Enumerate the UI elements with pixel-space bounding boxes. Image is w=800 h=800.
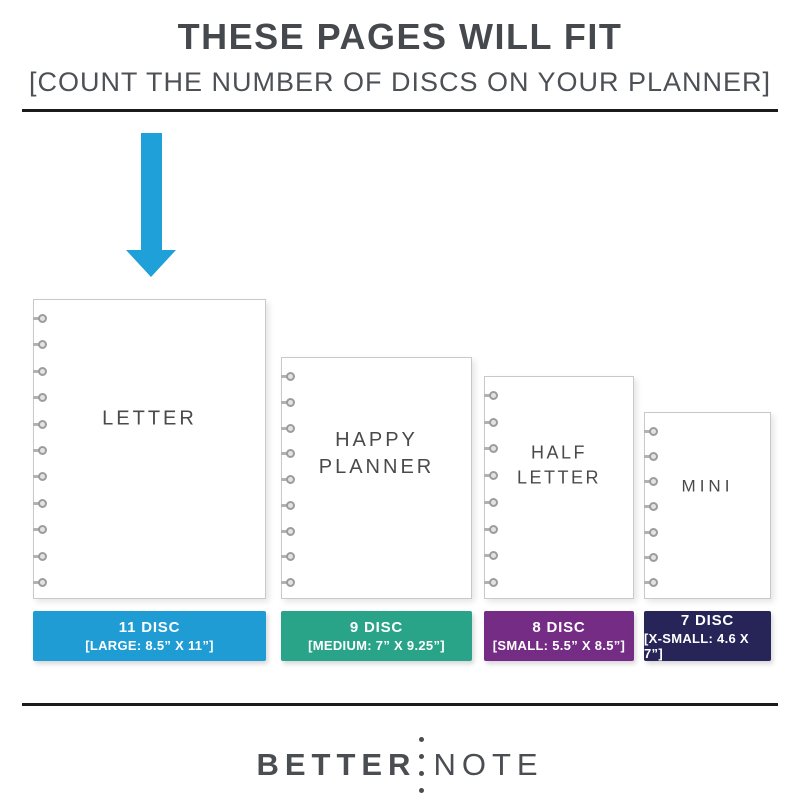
disc-hole-icon: [644, 528, 659, 537]
disc-hole-icon: [281, 372, 296, 381]
disc-hole-icon: [33, 499, 48, 508]
disc-hole-icon: [644, 553, 659, 562]
disc-count-banner-letter: [33, 611, 266, 661]
page-size-comparison: [33, 298, 771, 661]
disc-hole-icon: [644, 502, 659, 511]
disc-hole-icon: [484, 578, 499, 587]
disc-hole-icon: [33, 552, 48, 561]
disc-count: 8 DISC: [532, 619, 586, 636]
disc-hole-icon: [644, 578, 659, 587]
disc-hole-icon: [33, 578, 48, 587]
disc-count-banner-mini: [644, 611, 771, 661]
disc-hole-icon: [33, 367, 48, 376]
page-title: THESE PAGES WILL FIT: [177, 16, 623, 57]
page-column-letter: [33, 299, 266, 661]
disc-hole-icon: [33, 525, 48, 534]
disc-hole-icon: [33, 393, 48, 402]
disc-count-banner-happy-planner: [281, 611, 472, 661]
down-arrow-icon: [126, 133, 176, 277]
disc-hole-icon: [484, 525, 499, 534]
page-mockup-half-letter: [484, 376, 634, 599]
disc-hole-icon: [484, 551, 499, 560]
page-size-label: HALF LETTER: [516, 443, 601, 488]
disc-hole-icon: [484, 498, 499, 507]
disc-hole-icon: [281, 501, 296, 510]
disc-count: 9 DISC: [349, 619, 404, 636]
disc-count: 11 DISC: [118, 619, 181, 636]
brand-logo: [0, 736, 800, 794]
down-arrow-shaft: [141, 133, 162, 251]
page-size-label: MINI: [681, 476, 734, 496]
disc-hole-icon: [281, 552, 296, 561]
disc-count: 7 DISC: [680, 611, 735, 629]
disc-holes: [33, 314, 48, 587]
bottom-divider: [22, 703, 778, 706]
disc-hole-icon: [281, 578, 296, 587]
disc-hole-icon: [33, 314, 48, 323]
brand-logo-note: NOTE: [433, 747, 544, 782]
disc-hole-icon: [281, 527, 296, 536]
disc-hole-icon: [484, 418, 499, 427]
page-mockup-letter: [33, 299, 266, 599]
page-column-happy-planner: [281, 357, 472, 661]
size-spec: [LARGE: 8.5” X 11”]: [85, 638, 214, 653]
page-size-label: HAPPY PLANNER: [318, 429, 435, 478]
page-mockup-happy-planner: [281, 357, 472, 599]
down-arrow-head: [126, 250, 176, 277]
page-size-label: LETTER: [102, 407, 197, 430]
disc-dots-icon: [419, 737, 424, 793]
disc-hole-icon: [644, 452, 659, 461]
disc-hole-icon: [484, 391, 499, 400]
size-spec: [MEDIUM: 7” X 9.25”]: [308, 638, 445, 653]
page-mockup-mini: [644, 412, 771, 599]
page-subtitle: [COUNT THE NUMBER OF DISCS ON YOUR PLANNER]: [28, 67, 772, 97]
disc-hole-icon: [644, 427, 659, 436]
page-column-mini: [644, 412, 771, 661]
disc-hole-icon: [33, 446, 48, 455]
disc-holes: [644, 427, 659, 587]
disc-count-banner-half-letter: [484, 611, 634, 661]
size-spec: [SMALL: 5.5” X 8.5”]: [492, 638, 626, 653]
size-spec: [X-SMALL: 4.6 X 7”]: [644, 630, 749, 661]
top-divider: [22, 109, 778, 112]
disc-hole-icon: [281, 398, 296, 407]
disc-hole-icon: [33, 472, 48, 481]
page-column-half-letter: [484, 376, 634, 661]
brand-logo-better: BETTER: [256, 747, 417, 782]
disc-hole-icon: [33, 340, 48, 349]
